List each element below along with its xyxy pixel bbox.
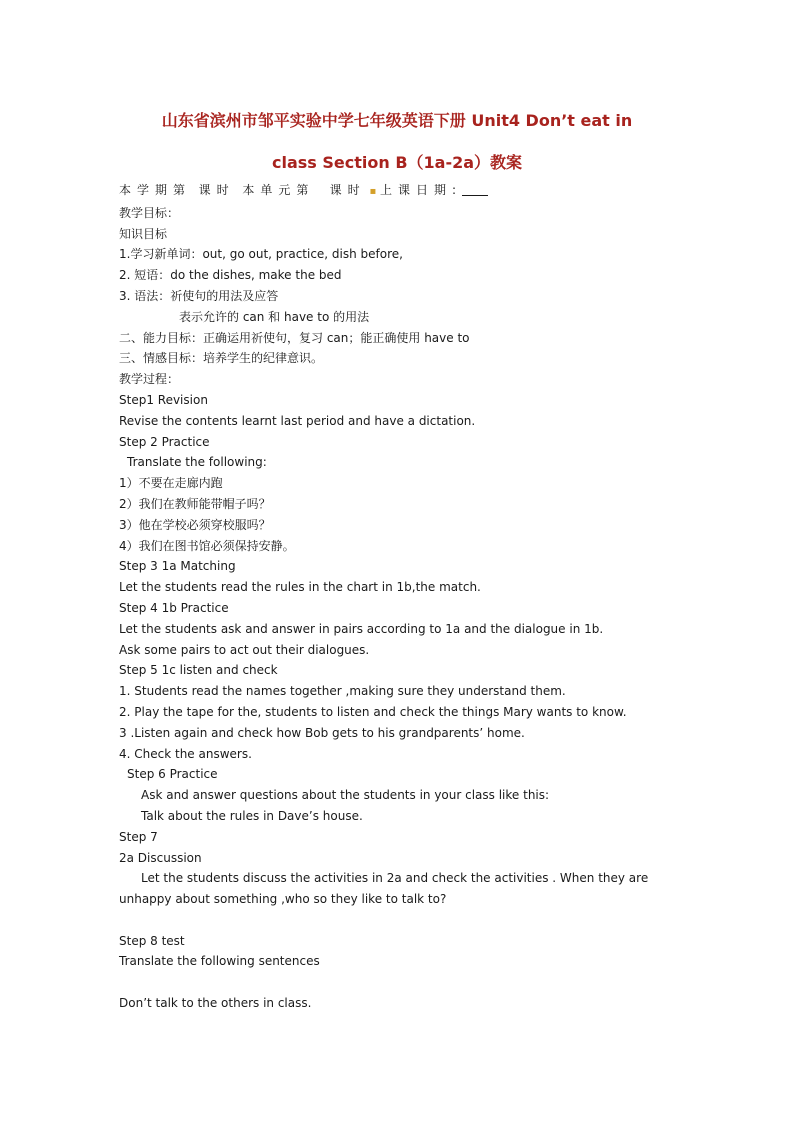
schedule-date: 上课日期: [380, 183, 463, 197]
text-line: 2. 短语：do the dishes, make the bed [119, 268, 342, 283]
text-line: 3. 语法：祈使句的用法及应答 [119, 288, 279, 303]
text-line: Talk about the rules in Dave’s house. [141, 808, 363, 823]
document-body [119, 180, 689, 1014]
blank-line [119, 972, 689, 993]
schedule-lesson: 课时 [198, 183, 235, 197]
step-heading: Step 8 test [119, 933, 185, 948]
step-heading: Step 3 1a Matching [119, 559, 236, 574]
text-line: 教学目标： [119, 205, 180, 220]
document-title-line-1: 山东省滨州市邹平实验中学七年级英语下册 Unit4 Don’t eat in [161, 111, 633, 130]
date-blank [462, 183, 488, 196]
text-paragraph: Let the students discuss the activities in 2a and check the activities . When they are unhappy about something ,who so they like to talk to? [119, 871, 649, 907]
schedule-unit-lesson: 本单元第 [242, 183, 315, 197]
step-heading: Step 2 Practice [119, 434, 210, 449]
schedule-lesson-2: 课时 [329, 183, 366, 197]
step-heading: Step 7 [119, 829, 158, 844]
text-line: 知识目标 [119, 226, 168, 241]
text-line: 2a Discussion [119, 850, 202, 865]
step-heading: Step1 Revision [119, 392, 208, 407]
list-item: 3 .Listen again and check how Bob gets to his grandparents’ home. [119, 725, 525, 740]
text-line: Revise the contents learnt last period and have a dictation. [119, 413, 476, 428]
text-line: Let the students read the rules in the chart in 1b,the match. [119, 580, 481, 595]
text-line: 表示允许的 can 和 have to 的用法 [179, 309, 370, 324]
text-line: Translate the following: [127, 455, 267, 470]
text-line: 1.学习新单词：out, go out, practice, dish before, [119, 247, 403, 262]
list-item: 3）他在学校必须穿校服吗？ [119, 517, 271, 532]
step-heading: Step 4 1b Practice [119, 600, 229, 615]
text-line: 教学过程： [119, 372, 180, 387]
text-line: 三、情感目标：培养学生的纪律意识。 [119, 351, 324, 366]
list-item: 2）我们在教师能带帽子吗？ [119, 496, 271, 511]
schedule-term-lesson: 本学期第 [119, 183, 192, 197]
list-item: 4）我们在图书馆必须保持安静。 [119, 538, 295, 553]
list-item: 1. Students read the names together ,making sure they understand them. [119, 684, 566, 699]
text-line: Let the students ask and answer in pairs according to 1a and the dialogue in 1b. [119, 621, 604, 636]
step-heading: Step 6 Practice [127, 767, 218, 782]
list-item: 4. Check the answers. [119, 746, 252, 761]
schedule-line [119, 180, 689, 203]
text-line: 二、能力目标：正确运用祈使句，复习 can；能正确使用 have to [119, 330, 470, 345]
text-line: Translate the following sentences [119, 954, 320, 969]
text-line: Ask some pairs to act out their dialogues. [119, 642, 370, 657]
list-item: 2. Play the tape for the, students to listen and check the things Mary wants to know. [119, 704, 627, 719]
bullet-marker: ▪ [369, 186, 377, 197]
text-line: Don’t talk to the others in class. [119, 996, 312, 1011]
text-line: Ask and answer questions about the students in your class like this: [141, 788, 550, 803]
list-item: 1）不要在走廊内跑 [119, 476, 223, 491]
document-title-line-2: class Section B（1a-2a）教案 [271, 153, 523, 172]
step-heading: Step 5 1c listen and check [119, 663, 278, 678]
blank-line [119, 910, 689, 931]
